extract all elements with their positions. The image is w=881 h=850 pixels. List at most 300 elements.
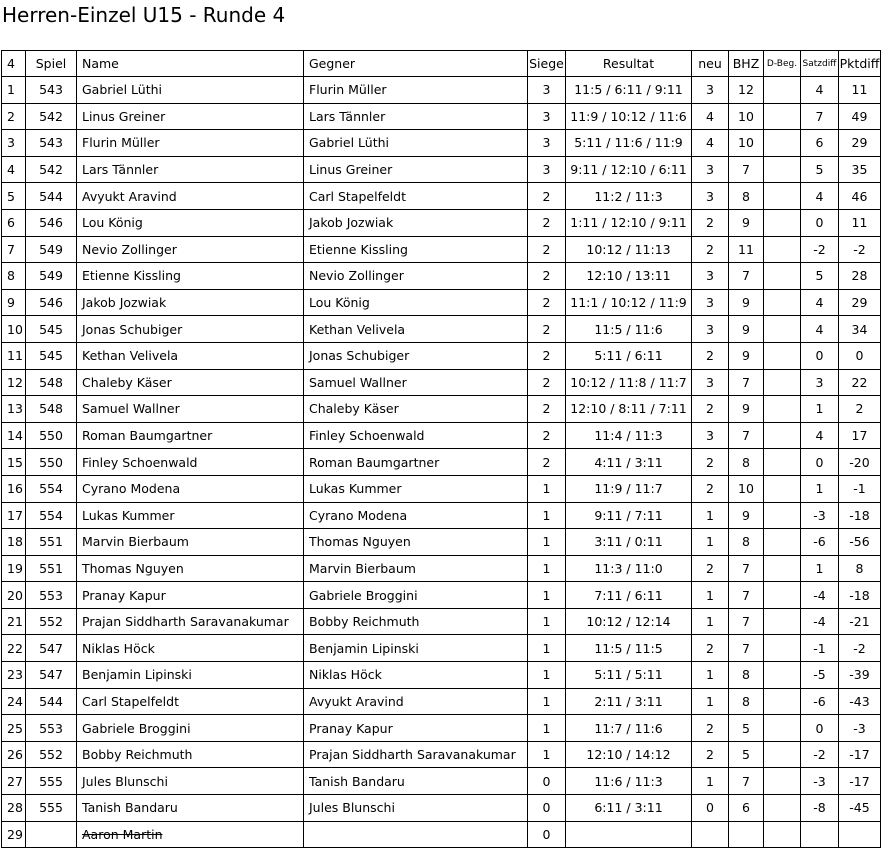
bhz-cell: 8 [729,529,764,556]
satzdiff-cell: -4 [801,582,839,609]
spiel-cell: 542 [26,103,77,130]
header-siege: Siege [528,51,566,77]
gegner-cell: Flurin Müller [304,77,528,104]
neu-cell: 1 [692,768,729,795]
gegner-cell: Kethan Velivela [304,316,528,343]
siege-cell: 2 [528,369,566,396]
rank-cell: 15 [2,449,26,476]
pktdiff-cell: 28 [839,263,881,290]
dbeg-cell [764,795,801,822]
table-row [2,103,881,130]
gegner-cell: Lukas Kummer [304,475,528,502]
gegner-cell: Marvin Bierbaum [304,555,528,582]
bhz-cell: 7 [729,555,764,582]
pktdiff-cell: -1 [839,475,881,502]
resultat-cell: 11:7 / 11:6 [566,715,692,742]
rank-cell: 7 [2,236,26,263]
bhz-cell: 7 [729,635,764,662]
satzdiff-cell: 4 [801,183,839,210]
bhz-cell: 5 [729,741,764,768]
gegner-cell: Finley Schoenwald [304,422,528,449]
bhz-cell [729,821,764,848]
bhz-cell: 7 [729,608,764,635]
neu-cell: 1 [692,582,729,609]
bhz-cell: 8 [729,688,764,715]
gegner-cell: Thomas Nguyen [304,529,528,556]
resultat-cell: 11:5 / 6:11 / 9:11 [566,77,692,104]
resultat-cell: 11:4 / 11:3 [566,422,692,449]
spiel-cell: 546 [26,289,77,316]
neu-cell: 2 [692,449,729,476]
pktdiff-cell: -18 [839,582,881,609]
siege-cell: 2 [528,449,566,476]
pktdiff-cell: -2 [839,635,881,662]
name-cell: Marvin Bierbaum [77,529,304,556]
resultat-cell: 1:11 / 12:10 / 9:11 [566,209,692,236]
pktdiff-cell: -18 [839,502,881,529]
satzdiff-cell: 4 [801,77,839,104]
siege-cell: 2 [528,289,566,316]
table-row [2,263,881,290]
siege-cell: 2 [528,396,566,423]
neu-cell: 3 [692,289,729,316]
bhz-cell: 8 [729,662,764,689]
spiel-cell: 542 [26,156,77,183]
resultat-cell: 9:11 / 7:11 [566,502,692,529]
header-satzdiff: Satzdiff [801,51,839,77]
spiel-cell: 553 [26,582,77,609]
dbeg-cell [764,263,801,290]
pktdiff-cell: 2 [839,396,881,423]
gegner-cell: Lars Tännler [304,103,528,130]
dbeg-cell [764,209,801,236]
siege-cell: 1 [528,502,566,529]
table-row [2,475,881,502]
name-cell: Gabriel Lüthi [77,77,304,104]
table-row [2,183,881,210]
siege-cell: 3 [528,103,566,130]
pktdiff-cell: 34 [839,316,881,343]
dbeg-cell [764,449,801,476]
name-cell: Nevio Zollinger [77,236,304,263]
resultat-cell: 12:10 / 13:11 [566,263,692,290]
rank-cell: 21 [2,608,26,635]
satzdiff-cell: -3 [801,768,839,795]
siege-cell: 1 [528,555,566,582]
satzdiff-cell: 1 [801,555,839,582]
rank-cell: 19 [2,555,26,582]
table-row [2,608,881,635]
table-row [2,422,881,449]
pktdiff-cell: 35 [839,156,881,183]
spiel-cell: 548 [26,396,77,423]
neu-cell: 2 [692,209,729,236]
bhz-cell: 9 [729,396,764,423]
name-cell: Roman Baumgartner [77,422,304,449]
bhz-cell: 9 [729,289,764,316]
name-cell: Gabriele Broggini [77,715,304,742]
neu-cell: 1 [692,662,729,689]
siege-cell: 2 [528,209,566,236]
siege-cell: 3 [528,156,566,183]
spiel-cell: 548 [26,369,77,396]
pktdiff-cell: -20 [839,449,881,476]
rank-cell: 8 [2,263,26,290]
table-row [2,715,881,742]
rank-cell: 23 [2,662,26,689]
spiel-cell: 544 [26,183,77,210]
pktdiff-cell: -17 [839,768,881,795]
neu-cell [692,821,729,848]
name-cell: Lukas Kummer [77,502,304,529]
resultat-cell: 3:11 / 0:11 [566,529,692,556]
resultat-cell: 10:12 / 12:14 [566,608,692,635]
siege-cell: 2 [528,422,566,449]
satzdiff-cell: 4 [801,289,839,316]
rank-cell: 3 [2,130,26,157]
name-cell: Samuel Wallner [77,396,304,423]
spiel-cell: 551 [26,529,77,556]
pktdiff-cell: -39 [839,662,881,689]
bhz-cell: 7 [729,369,764,396]
name-cell: Linus Greiner [77,103,304,130]
rank-cell: 11 [2,342,26,369]
satzdiff-cell: 4 [801,422,839,449]
bhz-cell: 7 [729,156,764,183]
table-row [2,130,881,157]
satzdiff-cell [801,821,839,848]
gegner-cell: Jules Blunschi [304,795,528,822]
resultat-cell [566,821,692,848]
spiel-cell: 555 [26,795,77,822]
table-row [2,688,881,715]
table-row [2,396,881,423]
satzdiff-cell: -5 [801,662,839,689]
rank-cell: 28 [2,795,26,822]
siege-cell: 2 [528,342,566,369]
spiel-cell: 547 [26,662,77,689]
satzdiff-cell: 3 [801,369,839,396]
satzdiff-cell: -6 [801,529,839,556]
pktdiff-cell: 46 [839,183,881,210]
table-row [2,529,881,556]
name-cell: Lou König [77,209,304,236]
neu-cell: 2 [692,475,729,502]
spiel-cell: 549 [26,263,77,290]
satzdiff-cell: 7 [801,103,839,130]
neu-cell: 2 [692,396,729,423]
name-cell: Cyrano Modena [77,475,304,502]
name-cell: Flurin Müller [77,130,304,157]
pktdiff-cell [839,821,881,848]
satzdiff-cell: 0 [801,342,839,369]
satzdiff-cell: 6 [801,130,839,157]
spiel-cell [26,821,77,848]
resultat-cell: 11:5 / 11:6 [566,316,692,343]
standings-table [1,50,881,848]
rank-cell: 6 [2,209,26,236]
siege-cell: 1 [528,662,566,689]
page-title: Herren-Einzel U15 - Runde 4 [2,3,286,27]
dbeg-cell [764,156,801,183]
gegner-cell: Cyrano Modena [304,502,528,529]
resultat-cell: 11:6 / 11:3 [566,768,692,795]
header-dbeg: D-Beg. [764,51,801,77]
gegner-cell: Linus Greiner [304,156,528,183]
name-cell: Etienne Kissling [77,263,304,290]
rank-cell: 14 [2,422,26,449]
satzdiff-cell: -4 [801,608,839,635]
rank-cell: 13 [2,396,26,423]
bhz-cell: 7 [729,582,764,609]
pktdiff-cell: -2 [839,236,881,263]
resultat-cell: 11:9 / 11:7 [566,475,692,502]
dbeg-cell [764,688,801,715]
header-rank: 4 [2,51,26,77]
table-row [2,821,881,848]
satzdiff-cell: 5 [801,156,839,183]
bhz-cell: 10 [729,130,764,157]
table-row [2,342,881,369]
name-cell: Thomas Nguyen [77,555,304,582]
gegner-cell: Jonas Schubiger [304,342,528,369]
pktdiff-cell: 8 [839,555,881,582]
spiel-cell: 547 [26,635,77,662]
table-row [2,236,881,263]
table-row [2,502,881,529]
siege-cell: 0 [528,795,566,822]
spiel-cell: 552 [26,608,77,635]
dbeg-cell [764,662,801,689]
gegner-cell: Prajan Siddharth Saravanakumar [304,741,528,768]
neu-cell: 3 [692,77,729,104]
pktdiff-cell: -17 [839,741,881,768]
spiel-cell: 551 [26,555,77,582]
siege-cell: 1 [528,608,566,635]
gegner-cell: Lou König [304,289,528,316]
neu-cell: 2 [692,635,729,662]
pktdiff-cell: 11 [839,77,881,104]
resultat-cell: 7:11 / 6:11 [566,582,692,609]
rank-cell: 22 [2,635,26,662]
table-row [2,795,881,822]
siege-cell: 1 [528,741,566,768]
pktdiff-cell: -3 [839,715,881,742]
pktdiff-cell: -56 [839,529,881,556]
bhz-cell: 7 [729,768,764,795]
header-bhz: BHZ [729,51,764,77]
resultat-cell: 2:11 / 3:11 [566,688,692,715]
resultat-cell: 10:12 / 11:13 [566,236,692,263]
header-name: Name [77,51,304,77]
rank-cell: 26 [2,741,26,768]
siege-cell: 0 [528,821,566,848]
siege-cell: 2 [528,183,566,210]
rank-cell: 9 [2,289,26,316]
gegner-cell: Jakob Jozwiak [304,209,528,236]
neu-cell: 2 [692,555,729,582]
spiel-cell: 549 [26,236,77,263]
spiel-cell: 545 [26,342,77,369]
gegner-cell: Chaleby Käser [304,396,528,423]
neu-cell: 1 [692,608,729,635]
gegner-cell: Carl Stapelfeldt [304,183,528,210]
dbeg-cell [764,130,801,157]
spiel-cell: 555 [26,768,77,795]
gegner-cell: Tanish Bandaru [304,768,528,795]
spiel-cell: 543 [26,130,77,157]
spiel-cell: 544 [26,688,77,715]
header-resultat: Resultat [566,51,692,77]
bhz-cell: 8 [729,449,764,476]
name-cell: Tanish Bandaru [77,795,304,822]
spiel-cell: 553 [26,715,77,742]
table-row [2,582,881,609]
table-row [2,77,881,104]
pktdiff-cell: 0 [839,342,881,369]
neu-cell: 3 [692,422,729,449]
satzdiff-cell: 5 [801,263,839,290]
table-row [2,741,881,768]
gegner-cell: Bobby Reichmuth [304,608,528,635]
spiel-cell: 552 [26,741,77,768]
spiel-cell: 543 [26,77,77,104]
neu-cell: 2 [692,715,729,742]
pktdiff-cell: 17 [839,422,881,449]
rank-cell: 10 [2,316,26,343]
dbeg-cell [764,555,801,582]
resultat-cell: 4:11 / 3:11 [566,449,692,476]
dbeg-cell [764,608,801,635]
spiel-cell: 545 [26,316,77,343]
header-gegner: Gegner [304,51,528,77]
resultat-cell: 11:2 / 11:3 [566,183,692,210]
header-spiel: Spiel [26,51,77,77]
gegner-cell: Samuel Wallner [304,369,528,396]
table-row [2,369,881,396]
resultat-cell: 6:11 / 3:11 [566,795,692,822]
satzdiff-cell: -6 [801,688,839,715]
spiel-cell: 546 [26,209,77,236]
neu-cell: 3 [692,369,729,396]
dbeg-cell [764,821,801,848]
pktdiff-cell: 22 [839,369,881,396]
name-cell: Niklas Höck [77,635,304,662]
gegner-cell [304,821,528,848]
gegner-cell: Pranay Kapur [304,715,528,742]
siege-cell: 0 [528,768,566,795]
siege-cell: 1 [528,635,566,662]
name-cell-withdrawn: Aaron Martin [77,821,304,848]
name-cell: Prajan Siddharth Saravanakumar [77,608,304,635]
rank-cell: 20 [2,582,26,609]
siege-cell: 3 [528,130,566,157]
neu-cell: 1 [692,529,729,556]
resultat-cell: 11:1 / 10:12 / 11:9 [566,289,692,316]
neu-cell: 3 [692,263,729,290]
dbeg-cell [764,77,801,104]
dbeg-cell [764,768,801,795]
dbeg-cell [764,396,801,423]
satzdiff-cell: -2 [801,236,839,263]
table-row [2,289,881,316]
rank-cell: 12 [2,369,26,396]
neu-cell: 2 [692,342,729,369]
table-row [2,555,881,582]
gegner-cell: Benjamin Lipinski [304,635,528,662]
neu-cell: 4 [692,103,729,130]
name-cell: Finley Schoenwald [77,449,304,476]
dbeg-cell [764,741,801,768]
neu-cell: 1 [692,502,729,529]
siege-cell: 1 [528,582,566,609]
resultat-cell: 11:5 / 11:5 [566,635,692,662]
gegner-cell: Gabriel Lüthi [304,130,528,157]
siege-cell: 1 [528,715,566,742]
satzdiff-cell: -1 [801,635,839,662]
satzdiff-cell: -3 [801,502,839,529]
bhz-cell: 7 [729,422,764,449]
satzdiff-cell: -8 [801,795,839,822]
neu-cell: 0 [692,795,729,822]
resultat-cell: 11:3 / 11:0 [566,555,692,582]
spiel-cell: 550 [26,422,77,449]
rank-cell: 4 [2,156,26,183]
dbeg-cell [764,369,801,396]
satzdiff-cell: 1 [801,475,839,502]
satzdiff-cell: 1 [801,396,839,423]
name-cell: Lars Tännler [77,156,304,183]
neu-cell: 4 [692,130,729,157]
bhz-cell: 9 [729,209,764,236]
dbeg-cell [764,236,801,263]
rank-cell: 18 [2,529,26,556]
spiel-cell: 550 [26,449,77,476]
rank-cell: 5 [2,183,26,210]
pktdiff-cell: -45 [839,795,881,822]
dbeg-cell [764,422,801,449]
rank-cell: 24 [2,688,26,715]
satzdiff-cell: 4 [801,316,839,343]
header-row [2,51,881,77]
siege-cell: 2 [528,316,566,343]
name-cell: Jonas Schubiger [77,316,304,343]
rank-cell: 16 [2,475,26,502]
satzdiff-cell: 0 [801,449,839,476]
bhz-cell: 7 [729,263,764,290]
siege-cell: 1 [528,529,566,556]
dbeg-cell [764,289,801,316]
dbeg-cell [764,183,801,210]
name-cell: Chaleby Käser [77,369,304,396]
gegner-cell: Avyukt Aravind [304,688,528,715]
name-cell: Benjamin Lipinski [77,662,304,689]
resultat-cell: 5:11 / 5:11 [566,662,692,689]
dbeg-cell [764,475,801,502]
dbeg-cell [764,316,801,343]
neu-cell: 2 [692,236,729,263]
rank-cell: 2 [2,103,26,130]
neu-cell: 1 [692,688,729,715]
rank-cell: 1 [2,77,26,104]
name-cell: Carl Stapelfeldt [77,688,304,715]
resultat-cell: 9:11 / 12:10 / 6:11 [566,156,692,183]
resultat-cell: 11:9 / 10:12 / 11:6 [566,103,692,130]
siege-cell: 2 [528,263,566,290]
bhz-cell: 11 [729,236,764,263]
pktdiff-cell: 11 [839,209,881,236]
bhz-cell: 10 [729,103,764,130]
